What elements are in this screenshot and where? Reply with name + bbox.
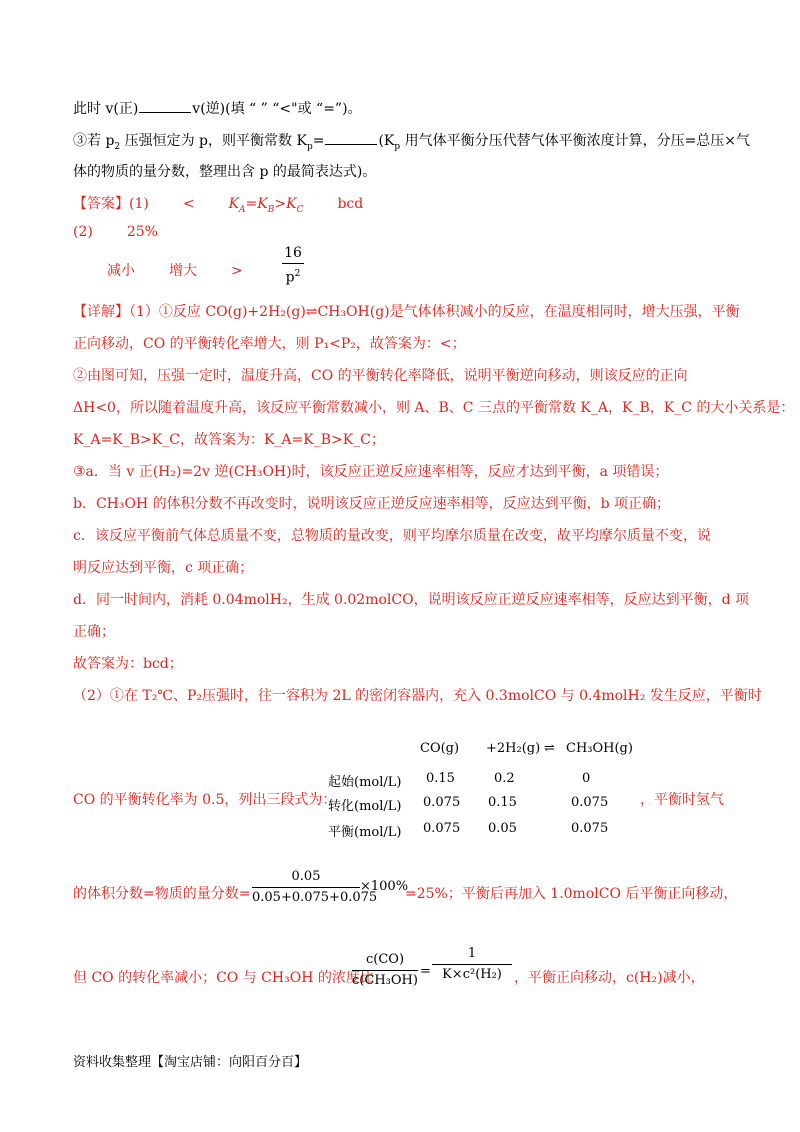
answer-line-2 (73, 222, 158, 242)
text: > (231, 263, 243, 279)
row-label: 平衡(mol/L) (328, 825, 402, 840)
text: v(逆)(填 “ ” “<"或 “=”)。 (192, 101, 362, 117)
text: < (182, 196, 195, 212)
fraction-conc-ratio (352, 951, 418, 990)
footer: 资料收集整理【淘宝店铺：向阳百分百】 (73, 1055, 308, 1070)
fraction-bar (282, 263, 304, 264)
sup: 2 (294, 269, 301, 279)
detail-line: =25%；平衡后再加入 1.0molCO 后平衡正向移动， (405, 886, 738, 902)
sub: p (394, 141, 401, 152)
row-value: 0.075 (571, 795, 609, 810)
row-value: 0.075 (571, 821, 609, 836)
sub: p (306, 141, 313, 152)
text: K (228, 196, 240, 212)
text: 25% (126, 224, 158, 240)
text: 用气体平衡分压代替气体平衡浓度计算，分压=总压×气 (400, 133, 751, 149)
row-value: 0.15 (488, 795, 517, 810)
numerator: c(CO) (365, 952, 405, 967)
row-value: 0.075 (423, 821, 461, 836)
detail-line: 明反应达到平衡，c 项正确； (73, 560, 254, 576)
header-cell: +2H₂(g) (486, 741, 541, 756)
detail-line: （2）①在 T₂℃、P₂压强时，往一容积为 2L 的密闭容器内，充入 0.3molCO 与 0.4molH₂ 发生反应，平衡时 (73, 688, 762, 704)
detail-line: b．CH₃OH 的体积分数不再改变时，说明该反应正逆反应速率相等，反应达到平衡，b 项正确； (73, 496, 671, 512)
text: =K (245, 196, 268, 212)
detail-line: 的体积分数=物质的量分数= (73, 886, 251, 902)
detail-line: 正确； (73, 624, 115, 640)
sub: C (296, 204, 304, 215)
text: 此时 v(正) (73, 101, 139, 117)
answer-line-1 (73, 194, 363, 220)
row-label: 转化(mol/L) (328, 799, 402, 814)
detail-line: c．该反应平衡前气体总质量不变，总物质的量改变，则平均摩尔质量在改变，故平均摩尔质量不变，说 (73, 528, 711, 544)
text: = (312, 133, 325, 149)
numerator: 16 (284, 245, 302, 261)
question-line-2 (73, 130, 750, 157)
header-cell: CO(g) (420, 741, 460, 756)
sub: A (239, 204, 246, 215)
detail-line: ，平衡正向移动，c(H₂)减小， (514, 970, 705, 986)
text: (1) (129, 196, 149, 212)
detail-line: 故答案为：bcd； (73, 656, 183, 672)
answer-blank (325, 130, 377, 145)
text: 压强恒定为 p，则平衡常数 K (120, 133, 307, 149)
detail-line: ③a．当 v 正(H₂)=2v 逆(CH₃OH)时，该反应正逆反应速率相等，反应才达到平衡，a 项错误； (73, 464, 669, 480)
row-value: 0.075 (423, 795, 461, 810)
detail-line: ，平衡时氢气 (640, 792, 724, 808)
detail-line: d．同一时间内，消耗 0.04molH₂，生成 0.02molCO，说明该反应正逆反应速率相等，反应达到平衡，d 项 (73, 592, 749, 608)
answer-fraction (282, 244, 304, 287)
text: bcd (337, 196, 364, 212)
k-relation (229, 194, 304, 220)
detail-line: K_A=K_B>K_C，故答案为：K_A=K_B>K_C； (73, 432, 385, 448)
fraction-bar (252, 887, 360, 888)
detail-line: 但 CO 的转化率减小；CO 与 CH₃OH 的浓度比 (73, 970, 374, 986)
denominator (282, 265, 304, 287)
answer-tag: 【答案】 (73, 196, 129, 212)
text: >K (274, 196, 297, 212)
row-value: 0.2 (494, 771, 515, 786)
header-cell: CH₃OH(g) (566, 741, 633, 756)
denominator: K×c²(H₂) (442, 967, 502, 982)
detail-line: ΔH<0，所以随着温度升高，该反应平衡常数减小，则 A、B、C 三点的平衡常数 K_A，K_B，K_C 的大小关系是： (73, 400, 795, 416)
fraction-bar (432, 964, 512, 965)
row-label: 起始(mol/L) (328, 775, 402, 790)
fraction-volume (252, 868, 378, 907)
text: ③若 p (73, 133, 115, 149)
text: (2) (73, 224, 93, 240)
fraction-k (432, 945, 512, 984)
fraction-bar (352, 970, 418, 971)
text: p (285, 269, 295, 286)
text: (K (378, 133, 395, 149)
row-value: 0.15 (426, 771, 455, 786)
denominator: 0.05+0.075+0.075 (252, 890, 378, 905)
answer-blank (139, 98, 191, 113)
sub: 2 (114, 141, 121, 152)
numerator: 1 (467, 946, 477, 961)
percent-mult: ×100% (360, 879, 409, 894)
detail-line: CO 的平衡转化率为 0.5，列出三段式为： (73, 792, 337, 808)
question-line-1 (73, 98, 362, 119)
detail-line: ②由图可知，压强一定时，温度升高，CO 的平衡转化率降低，说明平衡逆向移动，则该反应的正向 (73, 368, 688, 384)
text: 减小 (107, 263, 135, 279)
equals: = (420, 964, 431, 979)
text: 增大 (169, 263, 197, 279)
sub: B (267, 204, 275, 215)
answer-line-3 (107, 261, 277, 281)
denominator: c(CH₃OH) (352, 973, 418, 988)
header-cell: ⇌ (544, 741, 555, 756)
detail-line: 【详解】（1）①反应 CO(g)+2H₂(g)⇌CH₃OH(g)是气体体积减小的反应，在温度相同时，增大压强，平衡 (73, 304, 740, 320)
row-value: 0 (582, 771, 591, 786)
detail-line: 正向移动，CO 的平衡转化率增大，则 P₁<P₂，故答案为：<； (73, 336, 466, 352)
numerator: 0.05 (291, 869, 321, 884)
row-value: 0.05 (488, 821, 517, 836)
question-line-3: 体的物质的量分数，整理出含 p 的最简表达式)。 (73, 164, 377, 180)
